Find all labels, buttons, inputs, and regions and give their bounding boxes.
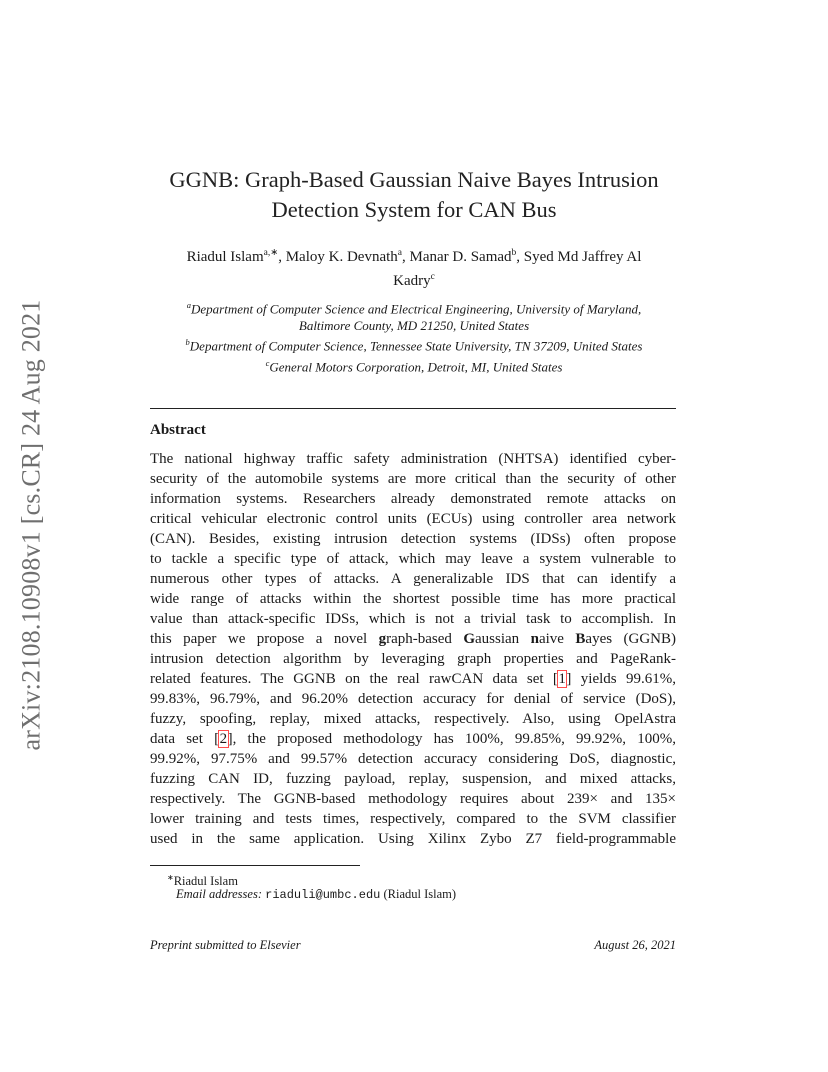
abstract-line: intrusion detection algorithm by leveraging graph properties and PageRank- [150,651,676,667]
affiliation-a-sup: a [186,300,192,310]
abstract-body [150,449,676,849]
arxiv-identifier: arXiv:2108.10908v1 [cs.CR] 24 Aug 2021 [17,299,46,751]
citation-link-1[interactable]: 1 [558,671,566,687]
author-4-part2: Kadry [393,273,431,289]
email-owner: (Riadul Islam) [383,887,457,901]
bold-letter: B [575,631,586,647]
abstract-line-cite-2: data set [2], the proposed methodology has 100%, 99.85%, 99.92%, 100%, [150,731,676,747]
abstract-line: used in the same application. Using Xilinx Zybo Z7 field-programmable [150,831,676,847]
email-label: Email addresses: [176,887,262,901]
line-text: yields 99.61%, [571,671,676,687]
abstract-line: wide range of attacks within the shortest possible time has more practical [150,591,676,607]
abstract-line: value than attack-specific IDSs, which is not a trivial task to accomplish. In [150,611,676,627]
line-text: aive [538,631,576,647]
abstract-heading: Abstract [150,422,206,438]
abstract-line: critical vehicular electronic control units (ECUs) using controller area network [150,511,676,527]
affiliation-a-line-2: Baltimore County, MD 21250, United States [298,317,530,333]
footer-date: August 26, 2021 [594,938,676,952]
bold-letter: G [463,631,476,647]
arxiv-side-stamp [12,285,52,765]
title-line-2: Detection System for CAN Bus [271,197,557,222]
author-2: Maloy K. Devnath [285,249,398,265]
line-text: raph-based [386,631,464,647]
affiliation-b [150,334,678,355]
page-footer [150,938,676,953]
author-1: Riadul Islam [186,249,264,265]
authors-line-2 [150,267,678,291]
footnote-rule [150,865,360,866]
affiliation-c [150,355,678,376]
abstract-top-rule [150,408,676,409]
line-text: data set [150,731,215,747]
footnote-email [176,886,456,903]
abstract-line: lower training and tests times, respectively, compared to the SVM classifier [150,811,676,827]
author-2-sup: a [397,248,402,258]
bold-letter: n [530,631,539,647]
footnote-mark: ∗ [167,873,174,882]
affiliation-a-text: Department of Computer Science and Electrical Engineering, University of Maryland, [191,301,642,317]
abstract-line-cite-1: related features. The GGNB on the real rawCAN data set [1] yields 99.61%, [150,671,676,687]
footnote-name: Riadul Islam [173,874,238,889]
author-4-sup: c [430,272,435,282]
affiliation-c-sup: c [265,358,270,369]
affiliation-b-text: Department of Computer Science, Tennessee State University, TN 37209, United States [189,338,643,354]
affiliation-a-line-1 [150,297,678,318]
author-3-sup: b [511,248,517,258]
affiliation-c-text: General Motors Corporation, Detroit, MI, United States [269,359,563,375]
abstract-line: numerous other types of attacks. A generalizable IDS that can identify a [150,571,676,587]
author-4-part1: Syed Md Jaffrey Al [523,249,642,265]
line-text: , the proposed methodology has 100%, 99.85%, 99.92%, 100%, [232,731,676,747]
abstract-line: 99.83%, 96.79%, and 96.20% detection accuracy for denial of service (DoS), [150,691,676,707]
author-list [150,243,678,291]
affiliation-b-sup: b [185,337,190,348]
footer-preprint: Preprint submitted to Elsevier [150,938,301,952]
abstract-line: (CAN). Besides, existing intrusion detection systems (IDSs) often propose [150,531,676,547]
author-3: Manar D. Samad [409,249,512,265]
author-1-sup: a,∗ [263,248,279,258]
title-line-1: GGNB: Graph-Based Gaussian Naive Bayes Intrusion [169,167,659,192]
abstract-line: information systems. Researchers already demonstrated remote attacks on [150,491,676,507]
line-text: this paper we propose a novel [150,631,379,647]
abstract-line: respectively. The GGNB-based methodology requires about 239× and 135× [150,791,676,807]
authors-line-1: Riadul Islam$^{a,∗}$, Maloy K. Devnath$^a$, Manar D. Samad$^b$, Syed Md Jaffrey Al [186,248,642,265]
abstract-line: security of the automobile systems are more critical than the security of other [150,471,676,487]
citation-link-2[interactable]: 2 [219,731,228,747]
bold-letter: g [378,631,387,647]
affiliations [150,297,678,376]
email-address: riaduli@umbc.edu [265,888,381,902]
line-text: aussian [475,631,531,647]
abstract-line: fuzzing CAN ID, fuzzing payload, replay, suspension, and mixed attacks, [150,771,676,787]
abstract-line: fuzzy, spoofing, replay, mixed attacks, respectively. Also, using OpelAstra [150,711,676,727]
abstract-line: The national highway traffic safety administration (NHTSA) identified cyber- [150,451,676,467]
abstract-line: to tackle a specific type of attack, which may leave a system vulnerable to [150,551,676,567]
paper-title [150,165,678,225]
abstract-line: 99.92%, 97.75% and 99.57% detection accuracy considering DoS, diagnostic, [150,751,676,767]
line-text: ayes (GGNB) [585,631,677,647]
line-text: related features. The GGNB on the real rawCAN data set [150,671,553,687]
abstract-line-ggnb [150,629,676,649]
